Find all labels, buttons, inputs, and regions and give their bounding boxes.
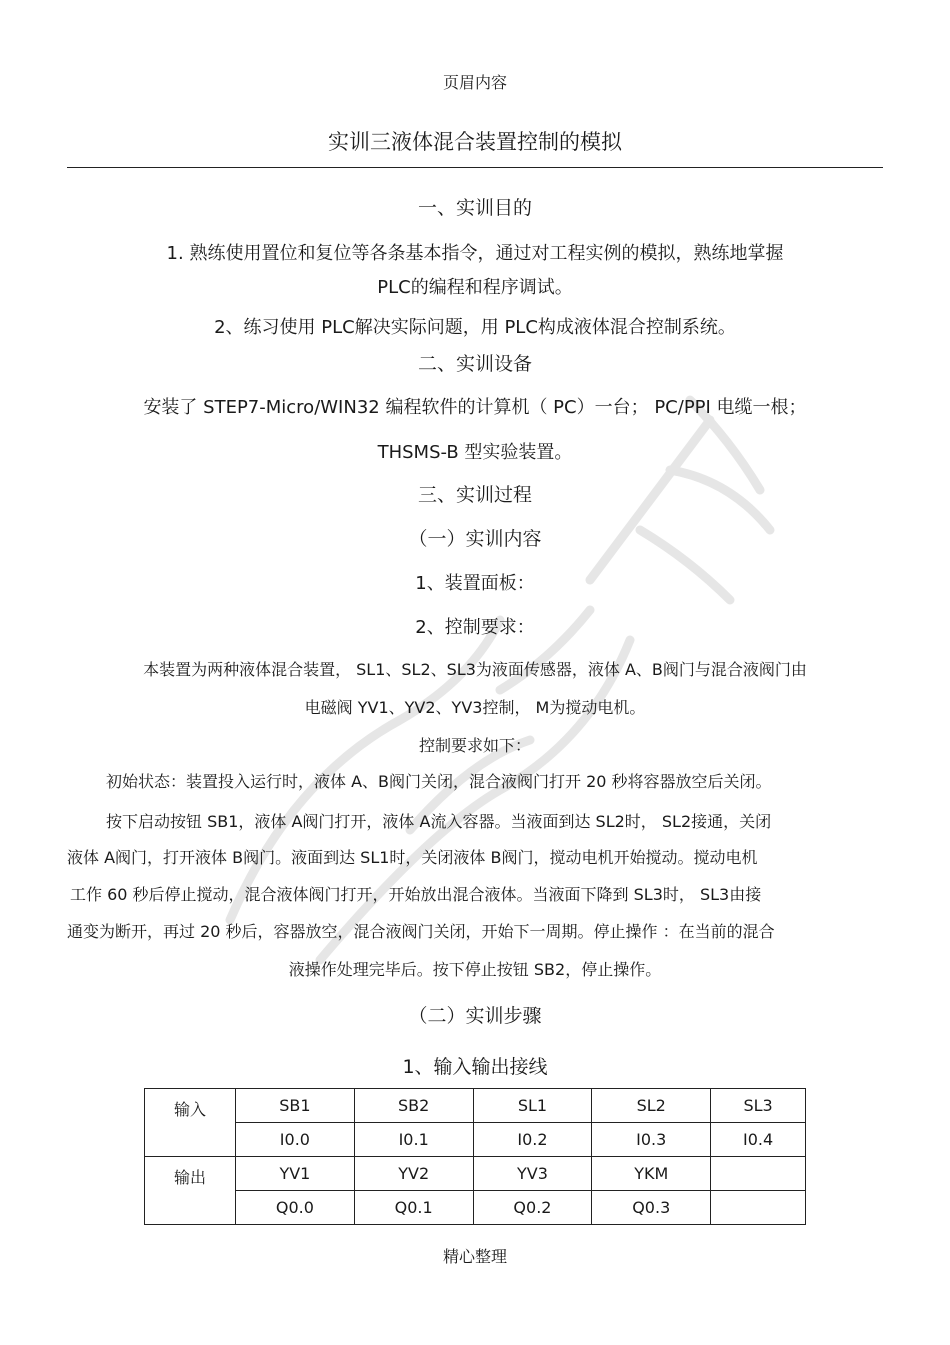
table-cell: I0.2: [473, 1123, 592, 1157]
equipment-line1: 安装了 STEP7-Micro/WIN32 编程软件的计算机（ PC）一台； PC/PPI 电缆一根；: [143, 397, 807, 418]
table-cell: [711, 1191, 806, 1225]
requirement-line: 液操作处理完毕后。按下停止按钮 SB2，停止操作。: [288, 960, 662, 979]
page-footer: 精心整理: [442, 1247, 507, 1266]
table-cell: I0.4: [711, 1123, 806, 1157]
table-cell: I0.3: [592, 1123, 711, 1157]
table-cell: SL2: [592, 1089, 711, 1123]
objective-item1-line1: 1. 熟练使用置位和复位等各条基本指令，通过对工程实例的模拟，熟练地掌握: [166, 243, 784, 264]
table-cell: YV1: [236, 1157, 355, 1191]
table-row: [145, 1089, 806, 1123]
section3-heading: 三、实训过程: [417, 484, 532, 506]
table-cell: Q0.3: [592, 1191, 711, 1225]
page-header: 页眉内容: [442, 73, 507, 92]
table-cell: I0.1: [354, 1123, 473, 1157]
table-cell-output-label: 输出: [145, 1157, 236, 1225]
table-cell: I0.0: [236, 1123, 355, 1157]
objective-item1-line2: PLC的编程和程序调试。: [377, 277, 573, 298]
requirement-line: 液体 A阀门，打开液体 B阀门。液面到达 SL1时，关闭液体 B阀门，搅动电机开始搅动。搅动电机: [67, 848, 758, 867]
io-wiring-table: [144, 1088, 806, 1225]
table-row: [145, 1123, 806, 1157]
subsection-steps: （二）实训步骤: [408, 1005, 542, 1027]
requirement-line: 按下启动按钮 SB1，液体 A阀门打开，液体 A流入容器。当液面到达 SL2时， SL2接通，关闭: [106, 812, 772, 831]
objective-item2: 2、练习使用 PLC解决实际问题，用 PLC构成液体混合控制系统。: [214, 317, 736, 338]
description-line2: 电磁阀 YV1、YV2、YV3控制， M为搅动电机。: [304, 698, 646, 717]
table-cell: SL1: [473, 1089, 592, 1123]
section1-heading: 一、实训目的: [417, 197, 532, 219]
document-title: 实训三液体混合装置控制的模拟: [328, 130, 622, 154]
table-cell: Q0.0: [236, 1191, 355, 1225]
requirement-line: 初始状态：装置投入运行时，液体 A、B阀门关闭，混合液阀门打开 20 秒将容器放空后关闭。: [106, 772, 772, 791]
table-cell: SB1: [236, 1089, 355, 1123]
panel-heading: 1、装置面板：: [415, 573, 535, 594]
table-cell-input-label: 输入: [145, 1089, 236, 1157]
equipment-line2: THSMS-B 型实验装置。: [377, 442, 573, 463]
table-cell: SL3: [711, 1089, 806, 1123]
table-row: [145, 1191, 806, 1225]
table-cell: [711, 1157, 806, 1191]
title-divider: [67, 167, 883, 168]
table-cell: Q0.2: [473, 1191, 592, 1225]
section2-heading: 二、实训设备: [417, 353, 532, 375]
description-line1: 本装置为两种液体混合装置， SL1、SL2、SL3为液面传感器，液体 A、B阀门与混合液阀门由: [143, 660, 807, 679]
requirement-line: 工作 60 秒后停止搅动，混合液体阀门打开，开始放出混合液体。当液面下降到 SL3时， SL3由接: [70, 885, 762, 904]
table-row: [145, 1157, 806, 1191]
table-cell: Q0.1: [354, 1191, 473, 1225]
table-cell: YKM: [592, 1157, 711, 1191]
requirements-title: 控制要求如下：: [418, 736, 531, 755]
table-cell: YV2: [354, 1157, 473, 1191]
table-cell: YV3: [473, 1157, 592, 1191]
subsection-content: （一）实训内容: [408, 528, 542, 550]
control-heading: 2、控制要求：: [415, 617, 535, 638]
table-cell: SB2: [354, 1089, 473, 1123]
requirement-line: 通变为断开，再过 20 秒后，容器放空，混合液阀门关闭，开始下一周期。停止操作 ：在当前的混合: [67, 922, 775, 941]
wiring-heading: 1、输入输出接线: [402, 1056, 548, 1078]
